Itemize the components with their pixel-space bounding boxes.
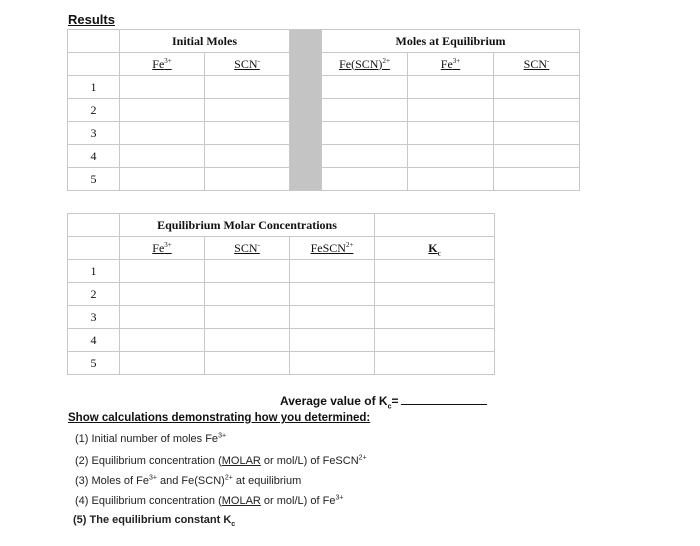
- calc-item-2: (2) Equilibrium concentration (MOLAR or mol/L) of FeSCN$^{2+}$: [75, 454, 367, 467]
- table-row: [68, 260, 495, 283]
- initial-moles-header: Initial Moles: [120, 30, 290, 53]
- cell[interactable]: [290, 352, 375, 375]
- cell[interactable]: [322, 168, 408, 191]
- cell[interactable]: [290, 306, 375, 329]
- cell[interactable]: [120, 306, 205, 329]
- cell[interactable]: [408, 145, 494, 168]
- cell[interactable]: [205, 283, 290, 306]
- cell[interactable]: [494, 145, 580, 168]
- cell[interactable]: [205, 76, 290, 99]
- cell[interactable]: [375, 283, 495, 306]
- cell[interactable]: [205, 145, 290, 168]
- cell[interactable]: [120, 168, 205, 191]
- table-row: [68, 283, 495, 306]
- cell[interactable]: [408, 122, 494, 145]
- cell[interactable]: [494, 168, 580, 191]
- cell[interactable]: [205, 329, 290, 352]
- table-row: [68, 329, 495, 352]
- molar-concentrations-header: Equilibrium Molar Concentrations: [120, 214, 375, 237]
- cell[interactable]: [120, 283, 205, 306]
- cell[interactable]: [120, 260, 205, 283]
- col-fe-conc: $Fe^{3+}$: [120, 237, 205, 260]
- row-number: 3: [68, 306, 120, 329]
- cell[interactable]: [408, 76, 494, 99]
- row-number: 5: [68, 168, 120, 191]
- col-scn-initial: SCN-: [205, 53, 290, 76]
- table-row: [68, 122, 580, 145]
- cell[interactable]: [120, 122, 205, 145]
- cell[interactable]: [375, 260, 495, 283]
- cell[interactable]: [205, 306, 290, 329]
- col-scn-conc: SCN-: [205, 237, 290, 260]
- col-fe-initial: $Fe^{3+}$: [120, 53, 205, 76]
- results-heading: Results: [68, 12, 115, 27]
- cell[interactable]: [290, 283, 375, 306]
- table-row: [68, 306, 495, 329]
- row-number: 3: [68, 122, 120, 145]
- cell[interactable]: [408, 99, 494, 122]
- row-number: 1: [68, 260, 120, 283]
- col-fescn-equilibrium: Fe(SCN)$^{2+}$: [322, 53, 408, 76]
- cell[interactable]: [205, 99, 290, 122]
- col-scn-equilibrium: SCN-: [494, 53, 580, 76]
- cell[interactable]: [290, 329, 375, 352]
- cell[interactable]: [494, 122, 580, 145]
- cell[interactable]: [322, 76, 408, 99]
- col-kc: $K_c$: [375, 237, 495, 260]
- table-row: [68, 352, 495, 375]
- cell[interactable]: [290, 260, 375, 283]
- calc-item-5: (5) The equilibrium constant $K_c$: [73, 514, 236, 529]
- row-number: 4: [68, 329, 120, 352]
- table-row: [68, 145, 580, 168]
- calc-item-3: (3) Moles of $Fe^{3+}$ and Fe(SCN)$^{2+}$ at equilibrium: [75, 474, 302, 487]
- row-number: 5: [68, 352, 120, 375]
- table-row: [68, 99, 580, 122]
- concentrations-table: [67, 213, 495, 375]
- moles-table: [67, 29, 580, 191]
- cell[interactable]: [120, 99, 205, 122]
- average-kc-blank[interactable]: [401, 393, 487, 405]
- cell[interactable]: [375, 329, 495, 352]
- cell[interactable]: [205, 352, 290, 375]
- cell[interactable]: [494, 99, 580, 122]
- average-kc-line: Average value of $K_c=$: [280, 393, 487, 408]
- row-number: 4: [68, 145, 120, 168]
- cell[interactable]: [205, 168, 290, 191]
- cell[interactable]: [322, 99, 408, 122]
- cell[interactable]: [322, 122, 408, 145]
- cell[interactable]: [205, 122, 290, 145]
- col-fescn-conc: FeSCN$^{2+}$: [290, 237, 375, 260]
- cell[interactable]: [205, 260, 290, 283]
- calculations-heading: Show calculations demonstrating how you determined:: [68, 412, 371, 424]
- row-number: 2: [68, 283, 120, 306]
- cell[interactable]: [375, 306, 495, 329]
- table-row: [68, 76, 580, 99]
- row-number: 1: [68, 76, 120, 99]
- cell[interactable]: [120, 145, 205, 168]
- cell[interactable]: [120, 329, 205, 352]
- calc-item-4: (4) Equilibrium concentration (MOLAR or mol/L) of $Fe^{3+}$: [75, 494, 344, 507]
- cell[interactable]: [322, 145, 408, 168]
- row-number: 2: [68, 99, 120, 122]
- col-fe-equilibrium: $Fe^{3+}$: [408, 53, 494, 76]
- table-row: [68, 168, 580, 191]
- cell[interactable]: [120, 352, 205, 375]
- gray-divider-column: [290, 30, 322, 191]
- moles-equilibrium-header: Moles at Equilibrium: [322, 30, 580, 53]
- cell[interactable]: [120, 76, 205, 99]
- cell[interactable]: [408, 168, 494, 191]
- cell[interactable]: [494, 76, 580, 99]
- calc-item-1: (1) Initial number of moles $Fe^{3+}$: [75, 432, 227, 445]
- cell[interactable]: [375, 352, 495, 375]
